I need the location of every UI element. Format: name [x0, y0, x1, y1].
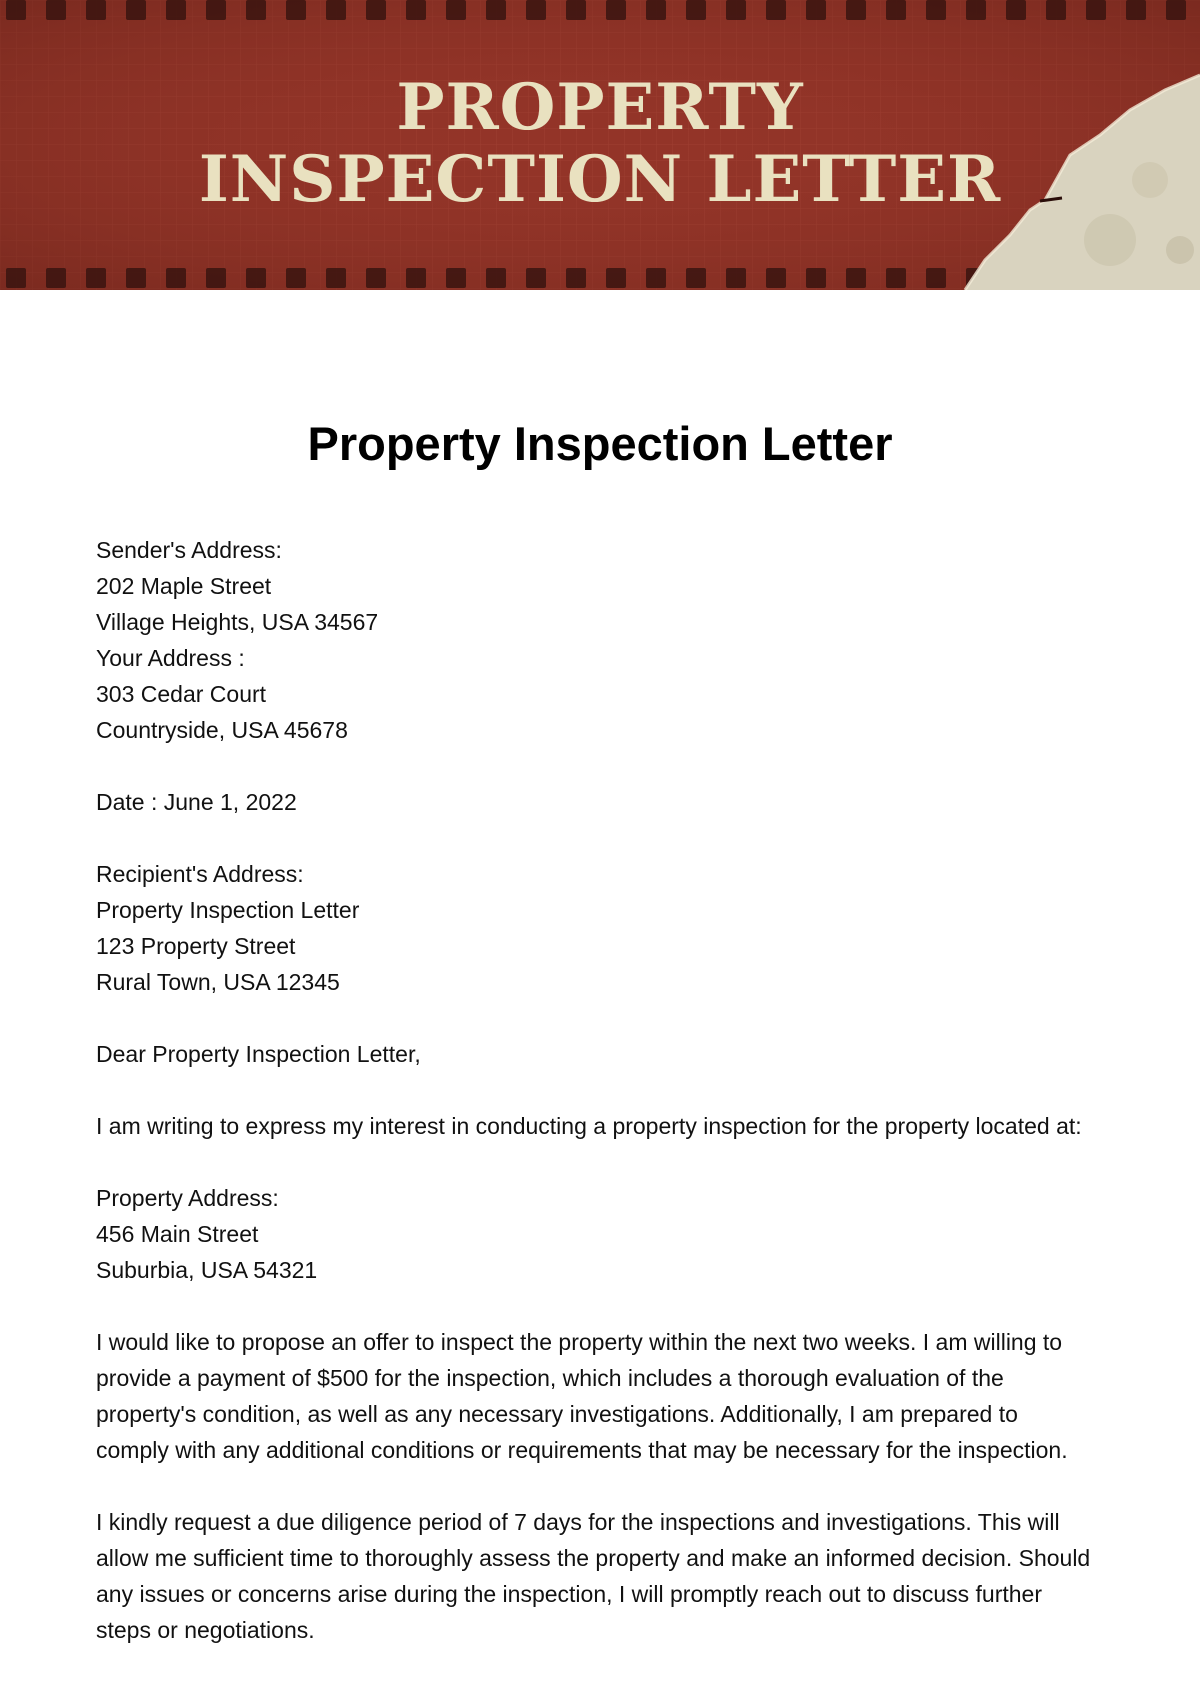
offer-paragraph: I would like to propose an offer to inspect the property within the next two weeks. I am willing to provide a payment of $500 for the inspection, which includes a thorough evaluation of the property's condition, as well as any necessary investigations. Additionally, I am prepared to comply with any additional conditions or requirements that may be necessary for the inspection.: [96, 1329, 1068, 1463]
header-banner: [0, 0, 1200, 290]
sprocket-hole: [526, 0, 546, 20]
sprocket-hole: [486, 268, 506, 288]
sprocket-hole: [246, 0, 266, 20]
sprocket-hole: [1166, 0, 1186, 20]
sprocket-hole: [326, 268, 346, 288]
sprocket-hole: [966, 0, 986, 20]
due-diligence-paragraph: I kindly request a due diligence period of 7 days for the inspections and investigations. This will allow me sufficient time to thoroughly assess the property and make an informed decision. Should any issues or concerns arise during the inspection, I will promptly reach out to discuss further steps or negotiations.: [96, 1509, 1091, 1643]
greeting: Dear Property Inspection Letter,: [96, 1041, 421, 1067]
sprocket-hole: [726, 268, 746, 288]
sprocket-hole: [366, 0, 386, 20]
sprocket-hole: [526, 268, 546, 288]
sprocket-hole: [606, 268, 626, 288]
sprocket-hole: [806, 0, 826, 20]
banner-title: [0, 72, 1200, 216]
sprocket-hole: [766, 268, 786, 288]
sprocket-hole: [646, 0, 666, 20]
your-street: 303 Cedar Court: [96, 681, 267, 707]
sprocket-hole: [1126, 0, 1146, 20]
recipient-address-block: [96, 856, 1096, 1000]
sprocket-hole: [286, 268, 306, 288]
sprocket-hole: [686, 0, 706, 20]
sprocket-hole: [606, 0, 626, 20]
sprocket-hole: [86, 0, 106, 20]
letter-date: Date : June 1, 2022: [96, 789, 297, 815]
sprocket-hole: [406, 0, 426, 20]
sprocket-hole: [926, 0, 946, 20]
sprocket-hole: [806, 268, 826, 288]
sprocket-hole: [6, 268, 26, 288]
sprocket-hole: [1046, 0, 1066, 20]
sprocket-hole: [406, 268, 426, 288]
greeting-block: [96, 1036, 1096, 1072]
property-address-label: Property Address:: [96, 1185, 279, 1211]
recipient-address-label: Recipient's Address:: [96, 861, 304, 887]
property-city: Suburbia, USA 54321: [96, 1257, 318, 1283]
recipient-city: Rural Town, USA 12345: [96, 969, 340, 995]
sprocket-hole: [126, 268, 146, 288]
sprocket-hole: [286, 0, 306, 20]
sprocket-hole: [446, 0, 466, 20]
sprocket-hole: [766, 0, 786, 20]
sprocket-hole: [446, 268, 466, 288]
sprocket-hole: [686, 268, 706, 288]
sprocket-hole: [6, 0, 26, 20]
sprocket-hole: [126, 0, 146, 20]
sprocket-hole: [886, 0, 906, 20]
property-street: 456 Main Street: [96, 1221, 259, 1247]
sender-address-label: Sender's Address:: [96, 537, 282, 563]
banner-title-line-2: INSPECTION LETTER: [198, 142, 1002, 217]
sprocket-hole: [566, 268, 586, 288]
sprocket-hole: [166, 268, 186, 288]
sender-city: Village Heights, USA 34567: [96, 609, 379, 635]
sprocket-hole: [846, 0, 866, 20]
sprocket-hole: [246, 268, 266, 288]
sprocket-hole: [566, 0, 586, 20]
sender-street: 202 Maple Street: [96, 573, 272, 599]
sprocket-hole: [646, 268, 666, 288]
sprocket-hole: [846, 268, 866, 288]
sprocket-hole: [926, 268, 946, 288]
sender-address-block: [96, 532, 1096, 748]
sprocket-hole: [206, 0, 226, 20]
banner-title-line-1: PROPERTY: [396, 70, 804, 145]
sprocket-hole: [1006, 0, 1026, 20]
recipient-name: Property Inspection Letter: [96, 897, 360, 923]
sprocket-hole: [1086, 0, 1106, 20]
sprocket-hole: [326, 0, 346, 20]
letter-body: [96, 532, 1096, 1684]
page-title: Property Inspection Letter: [307, 417, 893, 470]
sprocket-hole: [86, 268, 106, 288]
sprocket-hole: [726, 0, 746, 20]
sprocket-hole: [46, 0, 66, 20]
property-address-block: [96, 1180, 1096, 1288]
intro-paragraph: I am writing to express my interest in conducting a property inspection for the property located at:: [96, 1113, 1082, 1139]
sprocket-hole: [166, 0, 186, 20]
your-address-label: Your Address :: [96, 645, 245, 671]
sprocket-hole: [46, 268, 66, 288]
sprocket-hole: [486, 0, 506, 20]
date-block: [96, 784, 1096, 820]
your-city: Countryside, USA 45678: [96, 717, 348, 743]
sprocket-hole: [206, 268, 226, 288]
sprocket-hole: [366, 268, 386, 288]
recipient-street: 123 Property Street: [96, 933, 296, 959]
sprocket-hole: [886, 268, 906, 288]
